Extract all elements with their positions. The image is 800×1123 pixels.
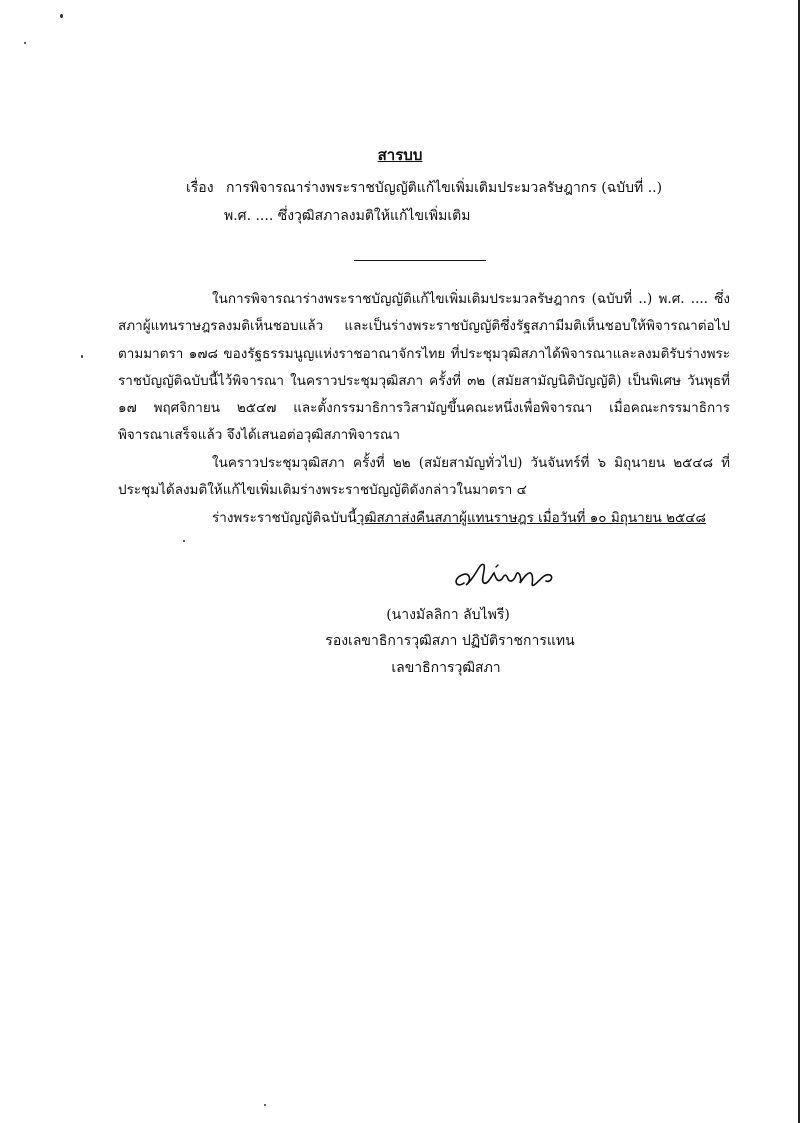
- paragraph-3-underlined: วุฒิสภาส่งคืนสภาผู้แทนราษฎร เมื่อวันที่ ๑๐ มิถุนายน ๒๕๔๘: [356, 510, 706, 526]
- paragraph-3-prefix: ร่างพระราชบัญญัติฉบับนี้: [212, 510, 357, 526]
- paragraph-3: [212, 505, 732, 532]
- paragraph-1-text: ในการพิจารณาร่างพระราชบัญญัติแก้ไขเพิ่มเติมประมวลรัษฎากร (ฉบับที่ ..) พ.ศ. .... ซึ่งสภาผู้แทนราษฎรลงมติเห็นชอบแล้ว และเป็นร่างพระราชบัญญัติซึ่งรัฐสภามีมติเห็นชอบให้พิจารณาต่อไป ตามมาตรา ๑๗๘ ของรัฐธรรมนูญแห่งราชอาณาจักรไทย ที่ประชุมวุฒิสภาได้พิจารณาและลงมติรับร่างพระราชบัญญัติฉบับนี้ไว้พิจารณา ในคราวประชุมวุฒิสภา ครั้งที่ ๓๒ (สมัยสามัญนิติบัญญัติ) เป็นพิเศษ วันพุธที่ ๑๗ พฤศจิกายน ๒๕๔๗ และตั้งกรรมาธิการวิสามัญขึ้นคณะหนึ่งเพื่อพิจารณา เมื่อคณะกรรมาธิการพิจารณาเสร็จแล้ว จึงได้เสนอต่อวุฒิสภาพิจารณา: [118, 291, 730, 444]
- paragraph-2: [118, 450, 730, 505]
- signer-office: เลขาธิการวุฒิสภา: [391, 660, 501, 676]
- signer-name: (นางมัลลิกา ลับไพรี): [386, 607, 510, 623]
- subject-line-2: พ.ศ. .... ซึ่งวุฒิสภาลงมติให้แก้ไขเพิ่มเติม: [224, 208, 471, 224]
- scan-speck: [264, 1104, 266, 1106]
- subject-label: เรื่อง: [186, 180, 214, 196]
- document-title-text: สารบบ: [377, 146, 423, 164]
- section-divider: [354, 260, 486, 261]
- subject-text-1: การพิจารณาร่างพระราชบัญญัติแก้ไขเพิ่มเติมประมวลรัษฎากร (ฉบับที่ ..): [226, 180, 663, 196]
- subject-line-1: [186, 177, 662, 199]
- signer-title: รองเลขาธิการวุฒิสภา ปฏิบัติราชการแทน: [325, 633, 575, 649]
- handwritten-signature: [450, 555, 560, 599]
- paragraph-1: [118, 286, 730, 450]
- document-title: [0, 143, 800, 167]
- scan-speck: [183, 540, 185, 542]
- paragraph-2-text: ในคราวประชุมวุฒิสภา ครั้งที่ ๒๒ (สมัยสามัญทั่วไป) วันจันทร์ที่ ๖ มิถุนายน ๒๕๔๘ ที่ประชุมได้ลงมติให้แก้ไขเพิ่มเติมร่างพระราชบัญญัติดังกล่าวในมาตรา ๔: [118, 455, 730, 499]
- scan-speck: [60, 14, 63, 18]
- scan-speck: [24, 42, 26, 44]
- scan-speck: [81, 355, 83, 358]
